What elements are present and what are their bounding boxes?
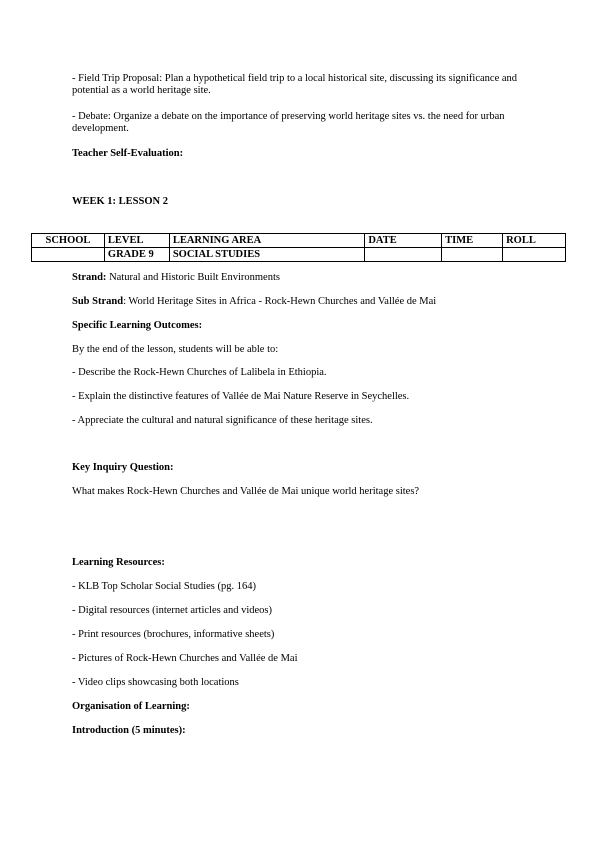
cell-school (32, 248, 105, 262)
header-time: TIME (442, 234, 503, 248)
header-school: SCHOOL (32, 234, 105, 248)
strand-line (72, 272, 532, 284)
cell-roll (503, 248, 566, 262)
resource-item: - Print resources (brochures, informative sheets) (72, 629, 275, 640)
field-trip-item: - Field Trip Proposal: Plan a hypothetical field trip to a local historical site, discussing its significance and potential as a world heritage site. (72, 73, 518, 96)
strand-label: Strand: (72, 272, 107, 283)
inquiry-question: What makes Rock-Hewn Churches and Vallée de Mai unique world heritage sites? (72, 486, 420, 497)
header-date: DATE (365, 234, 442, 248)
resource-item: - Digital resources (internet articles and videos) (72, 605, 273, 616)
cell-date (365, 248, 442, 262)
outcome-item: - Appreciate the cultural and natural significance of these heritage sites. (72, 415, 373, 426)
sub-strand-value: : World Heritage Sites in Africa - Rock-Hewn Churches and Vallée de Mai (123, 296, 437, 307)
table-row (32, 248, 566, 262)
outcomes-intro: By the end of the lesson, students will be able to: (72, 344, 279, 355)
strand-value: Natural and Historic Built Environments (106, 272, 280, 283)
header-roll: ROLL (503, 234, 566, 248)
self-evaluation-heading: Teacher Self-Evaluation: (72, 148, 184, 159)
header-level: LEVEL (104, 234, 169, 248)
organisation-heading: Organisation of Learning: (72, 701, 190, 712)
sub-strand-label: Sub Strand (72, 296, 124, 307)
outcome-item: - Explain the distinctive features of Vallée de Mai Nature Reserve in Seychelles. (72, 391, 410, 402)
week-lesson-heading: WEEK 1: LESSON 2 (72, 196, 168, 207)
resource-item: - KLB Top Scholar Social Studies (pg. 164) (72, 581, 256, 592)
cell-level: GRADE 9 (104, 248, 169, 262)
sub-strand-line (72, 296, 532, 308)
inquiry-heading: Key Inquiry Question: (72, 462, 174, 473)
header-learning-area: LEARNING AREA (169, 234, 365, 248)
resources-heading: Learning Resources: (72, 557, 165, 568)
resource-item: - Pictures of Rock-Hewn Churches and Vallée de Mai (72, 653, 298, 664)
table-header-row (32, 234, 566, 248)
cell-learning-area: SOCIAL STUDIES (169, 248, 365, 262)
debate-item: - Debate: Organize a debate on the importance of preserving world heritage sites vs. the need for urban development. (72, 111, 505, 134)
lesson-info-table (31, 233, 566, 262)
introduction-heading: Introduction (5 minutes): (72, 725, 186, 736)
outcomes-heading: Specific Learning Outcomes: (72, 320, 203, 331)
outcome-item: - Describe the Rock-Hewn Churches of Lalibela in Ethiopia. (72, 367, 327, 378)
resource-item: - Video clips showcasing both locations (72, 677, 239, 688)
cell-time (442, 248, 503, 262)
